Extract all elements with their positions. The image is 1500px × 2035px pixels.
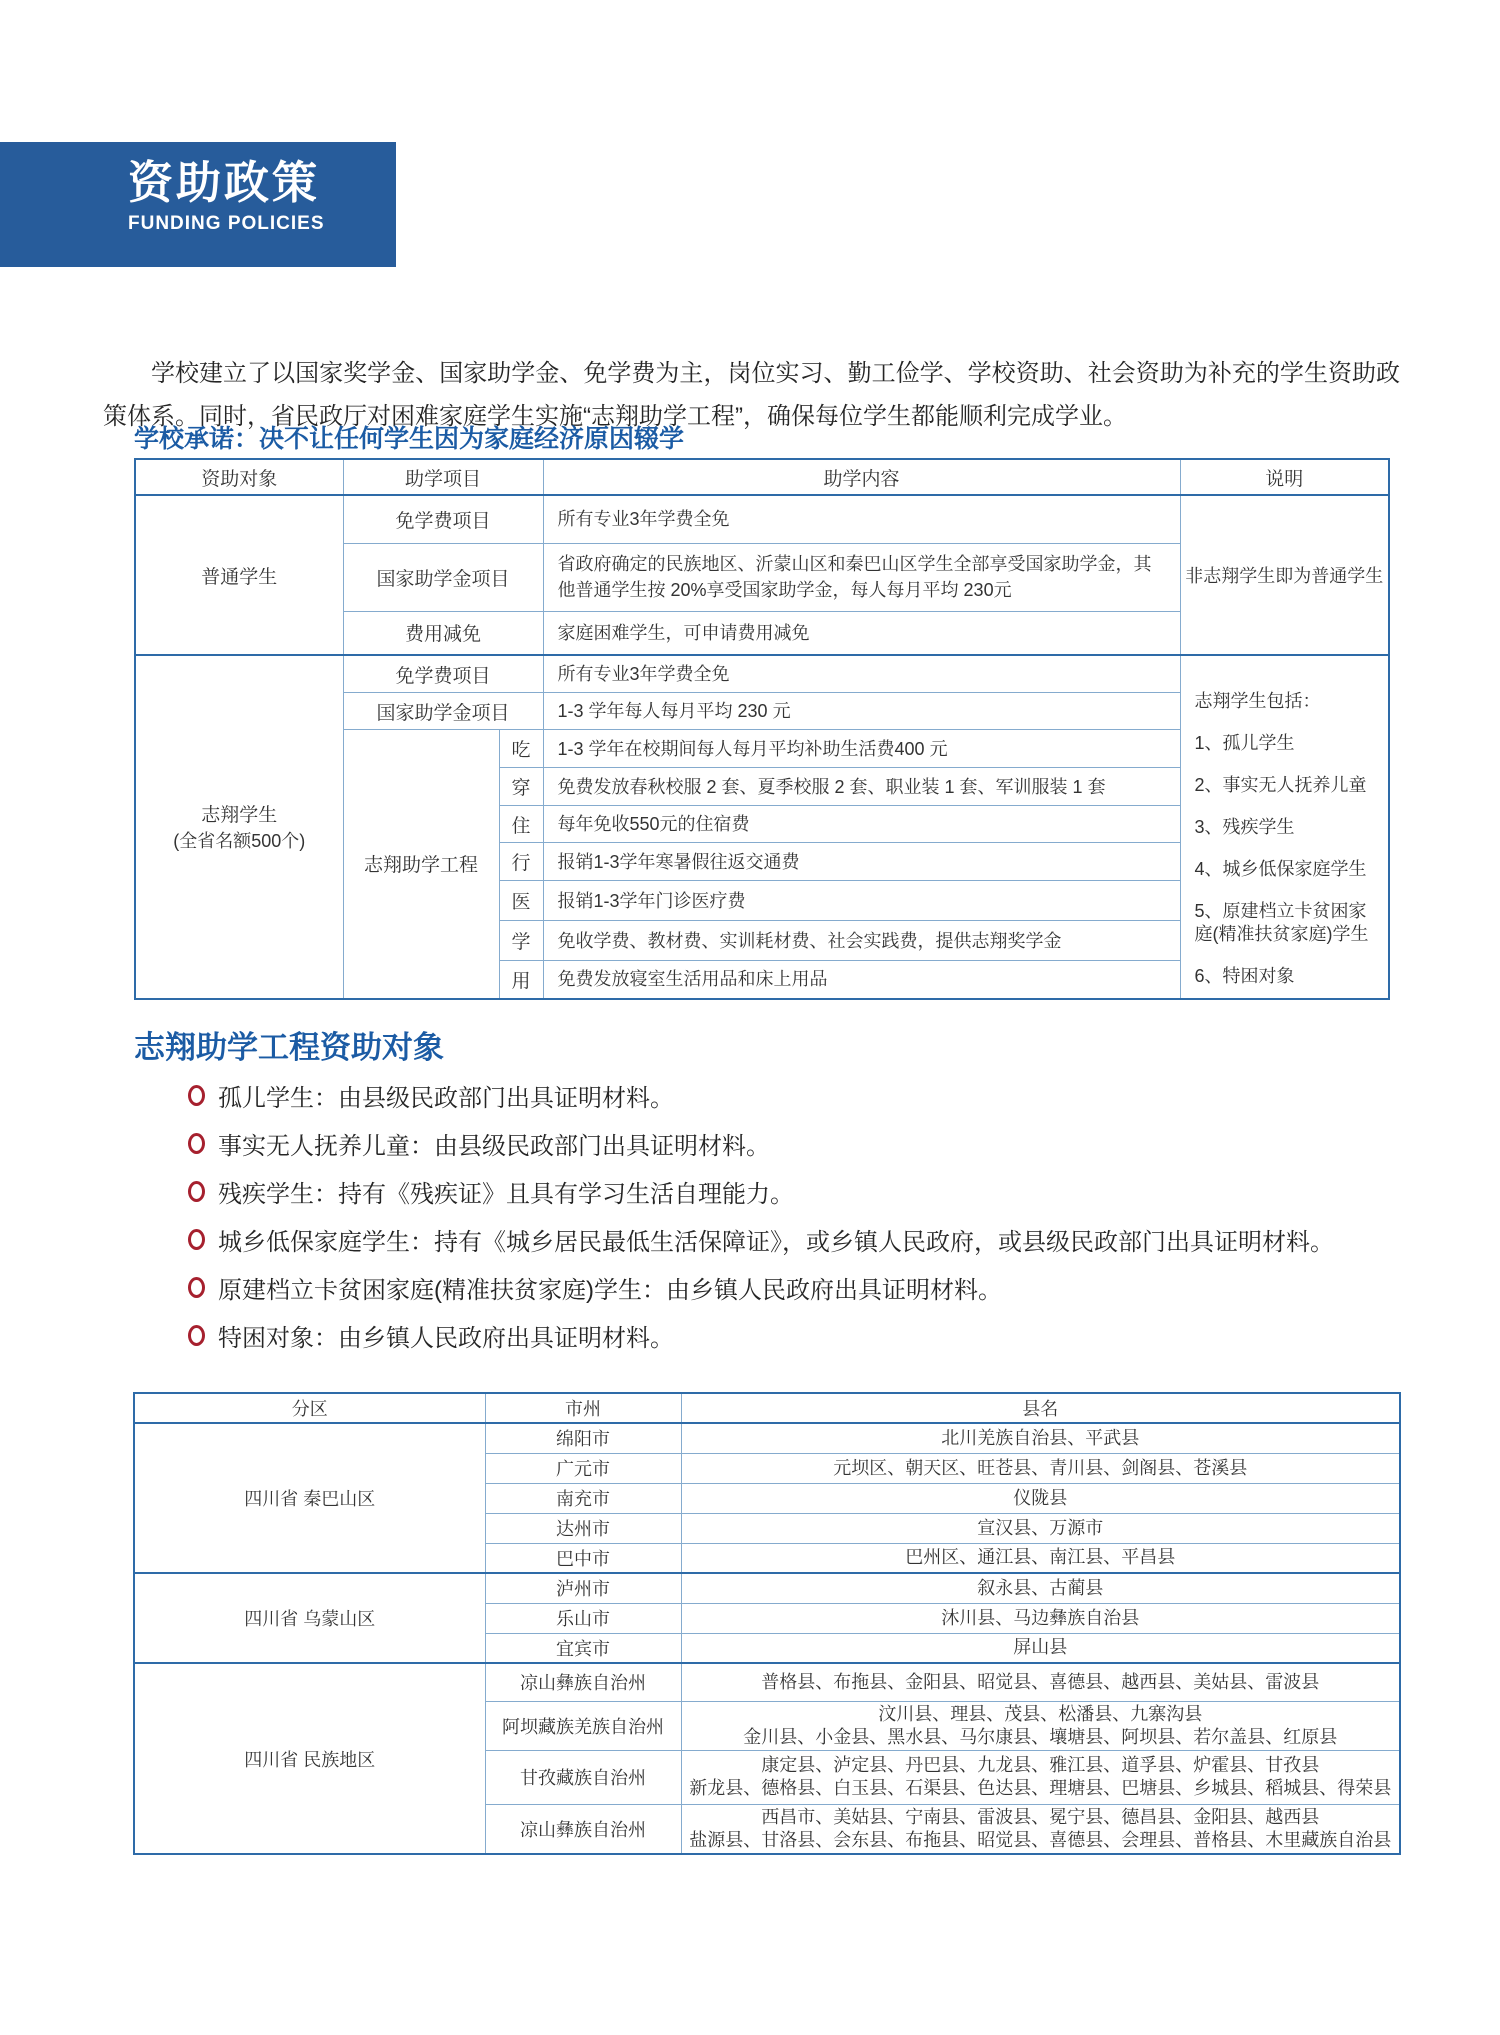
table-row xyxy=(135,495,1389,543)
list-item xyxy=(188,1270,1334,1304)
county-line: 沐川县、马边彝族自治县 xyxy=(941,1607,1140,1628)
circle-bullet-icon xyxy=(188,1325,205,1346)
project-cell: 免学费项目 xyxy=(343,655,543,693)
note-item: 1、孤儿学生 xyxy=(1194,733,1295,753)
list-item xyxy=(188,1318,1334,1352)
content-cell: 免收学费、教材费、实训耗材费、社会实践费，提供志翔奖学金 xyxy=(543,921,1180,961)
county-cell xyxy=(681,1701,1400,1750)
zhixiang-targets-list xyxy=(188,1078,1334,1366)
project-cell: 费用减免 xyxy=(343,611,543,655)
tag-cell: 学 xyxy=(499,921,543,961)
city-cell: 广元市 xyxy=(485,1453,681,1483)
tag-cell: 用 xyxy=(499,961,543,999)
section-title-zhixiang-targets: 志翔助学工程资助对象 xyxy=(134,1030,444,1065)
content-cell: 1-3 学年每人每月平均 230 元 xyxy=(543,693,1180,730)
intro-paragraph: 学校建立了以国家奖学金、国家助学金、免学费为主，岗位实习、勤工俭学、学校资助、社会资助为补充的学生资助政策体系。同时，省民政厅对困难家庭学生实施“志翔助学工程”，确保每位学生都能顺利完成学业。 xyxy=(103,360,1400,430)
table-row xyxy=(135,655,1389,693)
county-line: 盐源县、甘洛县、会东县、布拖县、昭觉县、喜德县、会理县、普格县、木里藏族自治县 xyxy=(689,1829,1392,1850)
city-cell: 绵阳市 xyxy=(485,1423,681,1453)
content-cell: 所有专业3年学费全免 xyxy=(543,655,1180,693)
tag-cell: 住 xyxy=(499,806,543,843)
note-cell-general: 非志翔学生即为普通学生 xyxy=(1180,495,1389,655)
region-cell: 四川省 乌蒙山区 xyxy=(134,1573,485,1663)
note-item: 3、残疾学生 xyxy=(1194,817,1295,837)
city-cell: 巴中市 xyxy=(485,1543,681,1573)
header-cell-note: 说明 xyxy=(1180,459,1389,495)
note-title: 志翔学生包括： xyxy=(1194,691,1321,711)
county-cell xyxy=(681,1804,1400,1854)
county-line: 康定县、泸定县、丹巴县、九龙县、雅江县、道孚县、炉霍县、甘孜县 xyxy=(761,1755,1320,1775)
note-item: 2、事实无人抚养儿童 xyxy=(1194,775,1367,795)
list-item-text: 城乡低保家庭学生：持有《城乡居民最低生活保障证》，或乡镇人民政府，或县级民政部门出具证明材料。 xyxy=(218,1228,1334,1256)
city-cell: 达州市 xyxy=(485,1513,681,1543)
header-cell-county: 县名 xyxy=(681,1393,1400,1423)
project-cell: 免学费项目 xyxy=(343,495,543,543)
header-cell-target: 资助对象 xyxy=(135,459,343,495)
county-line: 北川羌族自治县、平武县 xyxy=(941,1427,1140,1448)
city-cell: 凉山彝族自治州 xyxy=(485,1804,681,1854)
county-line: 仪陇县 xyxy=(1013,1487,1068,1508)
page-subtitle-en: FUNDING POLICIES xyxy=(128,212,325,234)
content-cell: 报销1-3学年寒暑假往返交通费 xyxy=(543,843,1180,881)
list-item-text: 原建档立卡贫困家庭(精准扶贫家庭)学生：由乡镇人民政府出具证明材料。 xyxy=(218,1276,1002,1304)
county-cell xyxy=(681,1423,1400,1453)
county-cell xyxy=(681,1633,1400,1663)
region-cell: 四川省 民族地区 xyxy=(134,1663,485,1854)
funding-policy-table xyxy=(134,458,1390,1000)
city-cell: 阿坝藏族羌族自治州 xyxy=(485,1701,681,1750)
city-cell: 南充市 xyxy=(485,1483,681,1513)
header-cell-region: 分区 xyxy=(134,1393,485,1423)
note-item: 4、城乡低保家庭学生 xyxy=(1194,859,1367,879)
content-cell: 家庭困难学生，可申请费用减免 xyxy=(543,611,1180,655)
content-cell: 1-3 学年在校期间每人每月平均补助生活费400 元 xyxy=(543,730,1180,768)
header-cell-content: 助学内容 xyxy=(543,459,1180,495)
county-line: 宣汉县、万源市 xyxy=(977,1517,1104,1538)
circle-bullet-icon xyxy=(188,1181,205,1202)
table-row xyxy=(134,1423,1400,1453)
header-cell-project: 助学项目 xyxy=(343,459,543,495)
list-item-text: 事实无人抚养儿童：由县级民政部门出具证明材料。 xyxy=(218,1132,770,1160)
circle-bullet-icon xyxy=(188,1229,205,1250)
city-cell: 甘孜藏族自治州 xyxy=(485,1750,681,1804)
list-item-text: 孤儿学生：由县级民政部门出具证明材料。 xyxy=(218,1084,674,1112)
note-cell-zhixiang xyxy=(1180,655,1389,999)
list-item-text: 残疾学生：持有《残疾证》且具有学习生活自理能力。 xyxy=(218,1180,794,1208)
target-name: 志翔学生 xyxy=(201,805,278,827)
project-cell: 国家助学金项目 xyxy=(343,693,543,730)
county-line: 普格县、布拖县、金阳县、昭觉县、喜德县、越西县、美姑县、雷波县 xyxy=(761,1671,1320,1692)
county-line: 巴州区、通江县、南江县、平昌县 xyxy=(905,1547,1176,1568)
list-item xyxy=(188,1078,1334,1112)
page-header-badge xyxy=(0,142,396,267)
content-cell: 所有专业3年学费全免 xyxy=(543,495,1180,543)
county-line: 叙永县、古蔺县 xyxy=(977,1577,1104,1598)
county-cell xyxy=(681,1513,1400,1543)
target-cell-zhixiang xyxy=(135,655,343,999)
county-line: 屏山县 xyxy=(1013,1637,1068,1658)
header-cell-city: 市州 xyxy=(485,1393,681,1423)
content-cell: 免费发放寝室生活用品和床上用品 xyxy=(543,961,1180,999)
county-cell xyxy=(681,1483,1400,1513)
target-quota: (全省名额500个) xyxy=(173,831,306,852)
content-cell: 报销1-3学年门诊医疗费 xyxy=(543,881,1180,921)
city-cell: 宜宾市 xyxy=(485,1633,681,1663)
content-cell: 每年免收550元的住宿费 xyxy=(543,806,1180,843)
city-cell: 乐山市 xyxy=(485,1603,681,1633)
project-cell: 国家助学金项目 xyxy=(343,543,543,611)
note-item: 6、特困对象 xyxy=(1194,966,1295,986)
tag-cell: 穿 xyxy=(499,768,543,806)
county-cell xyxy=(681,1663,1400,1701)
circle-bullet-icon xyxy=(188,1133,205,1154)
county-line: 西昌市、美姑县、宁南县、雷波县、冕宁县、德昌县、金阳县、越西县 xyxy=(761,1806,1320,1827)
page-title: 资助政策 xyxy=(128,157,321,208)
tag-cell: 医 xyxy=(499,881,543,921)
region-cell: 四川省 秦巴山区 xyxy=(134,1423,485,1573)
list-item xyxy=(188,1126,1334,1160)
school-promise-heading: 学校承诺：决不让任何学生因为家庭经济原因辍学 xyxy=(134,425,685,453)
table-header-row xyxy=(134,1393,1400,1423)
circle-bullet-icon xyxy=(188,1085,205,1106)
county-line: 元坝区、朝天区、旺苍县、青川县、剑阁县、苍溪县 xyxy=(833,1457,1248,1478)
target-cell-general: 普通学生 xyxy=(135,495,343,655)
content-cell: 省政府确定的民族地区、沂蒙山区和秦巴山区学生全部享受国家助学金，其他普通学生按 20%享受国家助学金，每人每月平均 230元 xyxy=(543,543,1180,611)
county-cell xyxy=(681,1750,1400,1804)
list-item-text: 特困对象：由乡镇人民政府出具证明材料。 xyxy=(218,1324,674,1352)
list-item xyxy=(188,1222,1334,1256)
county-cell xyxy=(681,1543,1400,1573)
program-cell: 志翔助学工程 xyxy=(343,730,499,999)
region-table xyxy=(133,1392,1401,1855)
county-line: 汶川县、理县、茂县、松潘县、九寨沟县 xyxy=(878,1703,1203,1724)
county-cell xyxy=(681,1453,1400,1483)
list-item xyxy=(188,1174,1334,1208)
note-item: 5、原建档立卡贫困家庭(精准扶贫家庭)学生 xyxy=(1194,901,1369,944)
county-cell xyxy=(681,1603,1400,1633)
city-cell: 泸州市 xyxy=(485,1573,681,1603)
tag-cell: 吃 xyxy=(499,730,543,768)
county-line: 金川县、小金县、黑水县、马尔康县、壤塘县、阿坝县、若尔盖县、红原县 xyxy=(743,1726,1338,1747)
circle-bullet-icon xyxy=(188,1277,205,1298)
table-row xyxy=(134,1573,1400,1603)
county-line: 新龙县、德格县、白玉县、石渠县、色达县、理塘县、巴塘县、乡城县、稻城县、得荣县 xyxy=(689,1778,1392,1798)
table-row xyxy=(134,1663,1400,1701)
county-cell xyxy=(681,1573,1400,1603)
table-header-row xyxy=(135,459,1389,495)
tag-cell: 行 xyxy=(499,843,543,881)
city-cell: 凉山彝族自治州 xyxy=(485,1663,681,1701)
content-cell: 免费发放春秋校服 2 套、夏季校服 2 套、职业装 1 套、军训服装 1 套 xyxy=(543,768,1180,806)
